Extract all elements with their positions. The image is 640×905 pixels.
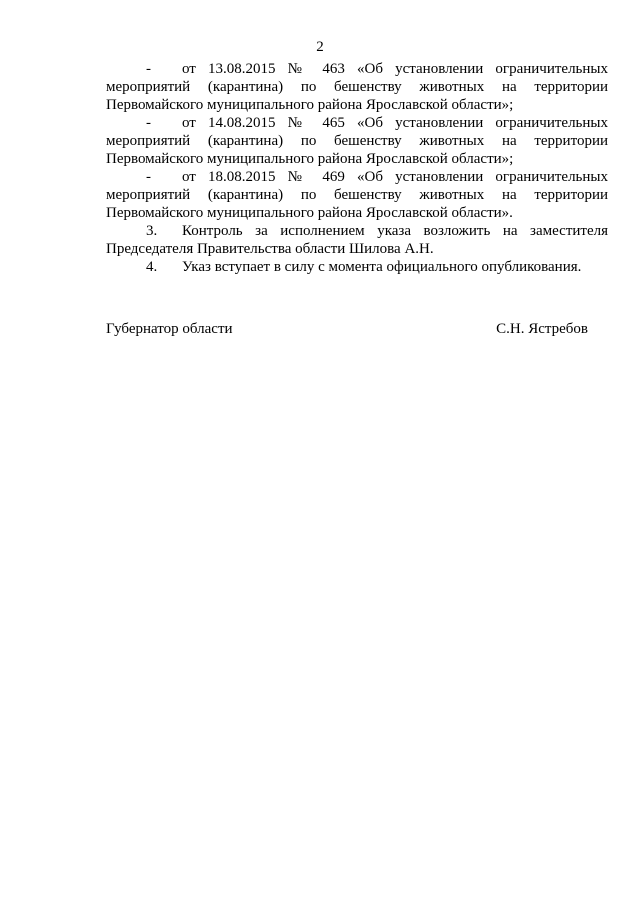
signatory-position: Губернатор области [106, 321, 233, 337]
signatory-name: С.Н. Ястребов [496, 321, 588, 337]
document-body [106, 60, 608, 276]
page-number: 2 [316, 39, 324, 55]
item-marker: 3. [146, 223, 158, 239]
item-text: Контроль за исполнением указа возложить на заместителя Председателя Правительства области Шилова А.Н. [106, 223, 608, 257]
item-marker: - [146, 61, 151, 77]
list-item [106, 258, 608, 276]
item-marker: - [146, 169, 151, 185]
item-text: от 13.08.2015 № 463 «Об установлении ограничительных мероприятий (карантина) по бешенству животных на территории Первомайского муниципального района Ярославской области»; [106, 61, 608, 113]
list-item [106, 60, 608, 114]
item-marker: 4. [146, 259, 158, 275]
list-item [106, 114, 608, 168]
item-marker: - [146, 115, 151, 131]
item-text: Указ вступает в силу с момента официального опубликования. [182, 259, 582, 275]
list-item [106, 222, 608, 258]
list-item [106, 168, 608, 222]
item-text: от 18.08.2015 № 469 «Об установлении ограничительных мероприятий (карантина) по бешенству животных на территории Первомайского муниципального района Ярославской области». [106, 169, 608, 221]
item-text: от 14.08.2015 № 465 «Об установлении ограничительных мероприятий (карантина) по бешенству животных на территории Первомайского муниципального района Ярославской области»; [106, 115, 608, 167]
